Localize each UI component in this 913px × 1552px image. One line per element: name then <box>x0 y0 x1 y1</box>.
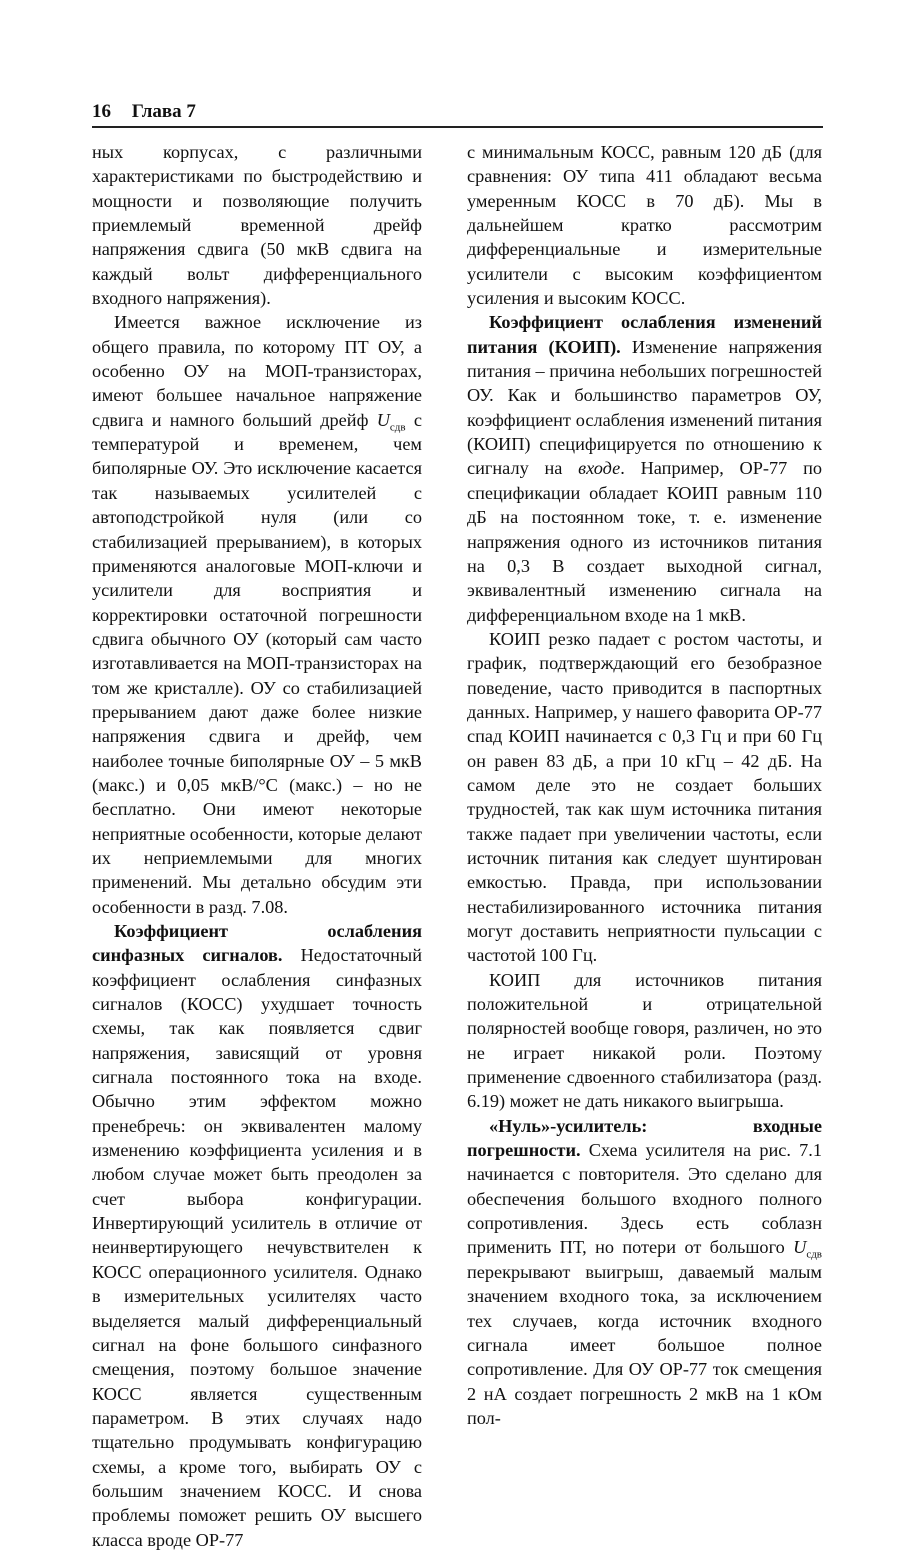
paragraph: с минимальным КОСС, равным 120 дБ (для сравнения: ОУ типа 411 обладают весьма умеренным КОСС в 70 дБ). Мы в дальнейшем кратко рассмотрим дифференциальные и измерительные усилители с высоким коэффициентом усиления и высоким КОСС. <box>467 142 822 309</box>
subscript: сдв <box>389 421 406 434</box>
paragraph <box>92 919 422 1552</box>
paragraph <box>467 1114 822 1430</box>
symbol: U <box>376 409 390 430</box>
emphasis: входе <box>578 458 621 479</box>
paragraph: КОИП резко падает с ростом частоты, и график, подтверждающий его безобразное поведение, часто приводится в паспортных данных. Например, у нашего фаворита ОР-77 спад КОИП начинается с 0,3 Гц и при 60 Гц он равен 83 дБ, а при 10 кГц – 42 дБ. На самом деле это не создает больших трудностей, так как шум источника питания также падает при увеличении частоты, если источник питания как следует шунтирован емкостью. Правда, при использовании нестабилизированного источника питания могут доставить неприятности пульсации с частотой 100 Гц. <box>467 628 823 966</box>
paragraph <box>92 310 422 919</box>
paragraph-text: с температурой и временем, чем биполярные ОУ. Это исключение касается так называемых усилителей с автоподстройкой нуля (или со стабилизацией прерыванием), в которых применяются аналоговые МОП-ключи и усилители для восприятия и корректировки остаточной погрешности сдвига обычного ОУ (который сам часто изготавливается на МОП-транзисторах на том же кристалле). ОУ со стабилизацией прерыванием дают даже более низкие напряжения сдвига и дрейф, чем наиболее точные биполярные ОУ – 5 мкВ (макс.) и 0,05 мкВ/°C (макс.) – но не бесплатно. Они имеют некоторые неприятные особенности, которые делают их неприемлемыми для многих применений. Мы детально обсудим эти особенности в разд. 7.08. <box>92 409 423 917</box>
chapter-title: Глава 7 <box>131 101 196 122</box>
section-heading: Коэффициент ослабления изменений питания (КОИП). <box>467 312 822 357</box>
section-heading: Коэффициент ослабления синфазных сигналов. <box>92 921 422 966</box>
paragraph-text: Недостаточный коэффициент ослабления синфазных сигналов (КОСС) ухудшает точность схемы, так как появляется сдвиг напряжения, зависящий от уровня сигнала постоянного тока на входе. Обычно этим эффектом можно пренебречь: он эквивалентен малому изменению коэффициента усиления и в любом случае может быть преодолен за счет выбора конфигурации. Инвертирующий усилитель в отличие от неинвертирующего нечувствителен к КОСС операционного усилителя. Однако в измерительных усилителях часто выделяется малый дифференциальный сигнал на фоне большого синфазного смещения, поэтому большое значение КОСС является существенным параметром. В этих случаях надо тщательно продумывать конфигурацию схемы, а кроме того, выбирать ОУ с большим значением КОСС. И снова проблемы поможет решить ОУ высшего класса вроде ОР-77 <box>92 945 422 1550</box>
paragraph-text: перекрывают выигрыш, даваемый малым значением входного тока, за исключением тех случаев, когда источник входного сигнала имеет большое полное сопротивление. Для ОУ ОР-77 ток смещения 2 нА создает погрешность 2 мкВ на 1 кОм пол- <box>467 1261 822 1428</box>
paragraph-text: Изменение напряжения питания – причина небольших погрешностей ОУ. Как и большинство параметров ОУ, коэффициент ослабления изменений питания (КОИП) специфицируется по отношению к сигналу на <box>467 336 822 479</box>
paragraph-text: Схема усилителя на рис. 7.1 начинается с повторителя. Это сделано для обеспечения большого входного полного сопротивления. Здесь есть соблазн применить ПТ, но потери от большого <box>467 1140 822 1258</box>
symbol: U <box>793 1237 807 1258</box>
right-column <box>467 140 822 1430</box>
left-column <box>92 140 422 1552</box>
paragraph <box>467 310 822 626</box>
paragraph: ных корпусах, с различными характеристиками по быстродействию и мощности и позволяющие получить приемлемый временной дрейф напряжения сдвига (50 мкВ сдвига на каждый вольт дифференциального входного напряжения). <box>92 142 422 309</box>
page-header <box>92 100 822 124</box>
paragraph-text: Имеется важное исключение из общего правила, по которому ПТ ОУ, а особенно ОУ на МОП-транзисторах, имеют большее начальное напряжение сдвига и намного больший дрейф <box>92 312 422 430</box>
paragraph-text: . Например, ОР-77 по спецификации обладает КОИП равным 110 дБ на постоянном токе, т. е. изменение напряжения одного из источников питания на 0,3 В создает выходной сигнал, эквивалентный изменению сигнала на дифференциальном входе на 1 мкВ. <box>467 458 822 625</box>
paragraph: КОИП для источников питания положительной и отрицательной полярностей вообще говоря, различен, но это не играет никакой роли. Поэтому применение сдвоенного стабилизатора (разд. 6.19) может не дать никакого выигрыша. <box>467 969 822 1112</box>
section-heading: «Нуль»-усилитель: входные погрешности. <box>467 1115 822 1161</box>
page-number: 16 <box>92 101 111 122</box>
header-rule <box>92 126 823 128</box>
subscript: сдв <box>806 1249 822 1262</box>
